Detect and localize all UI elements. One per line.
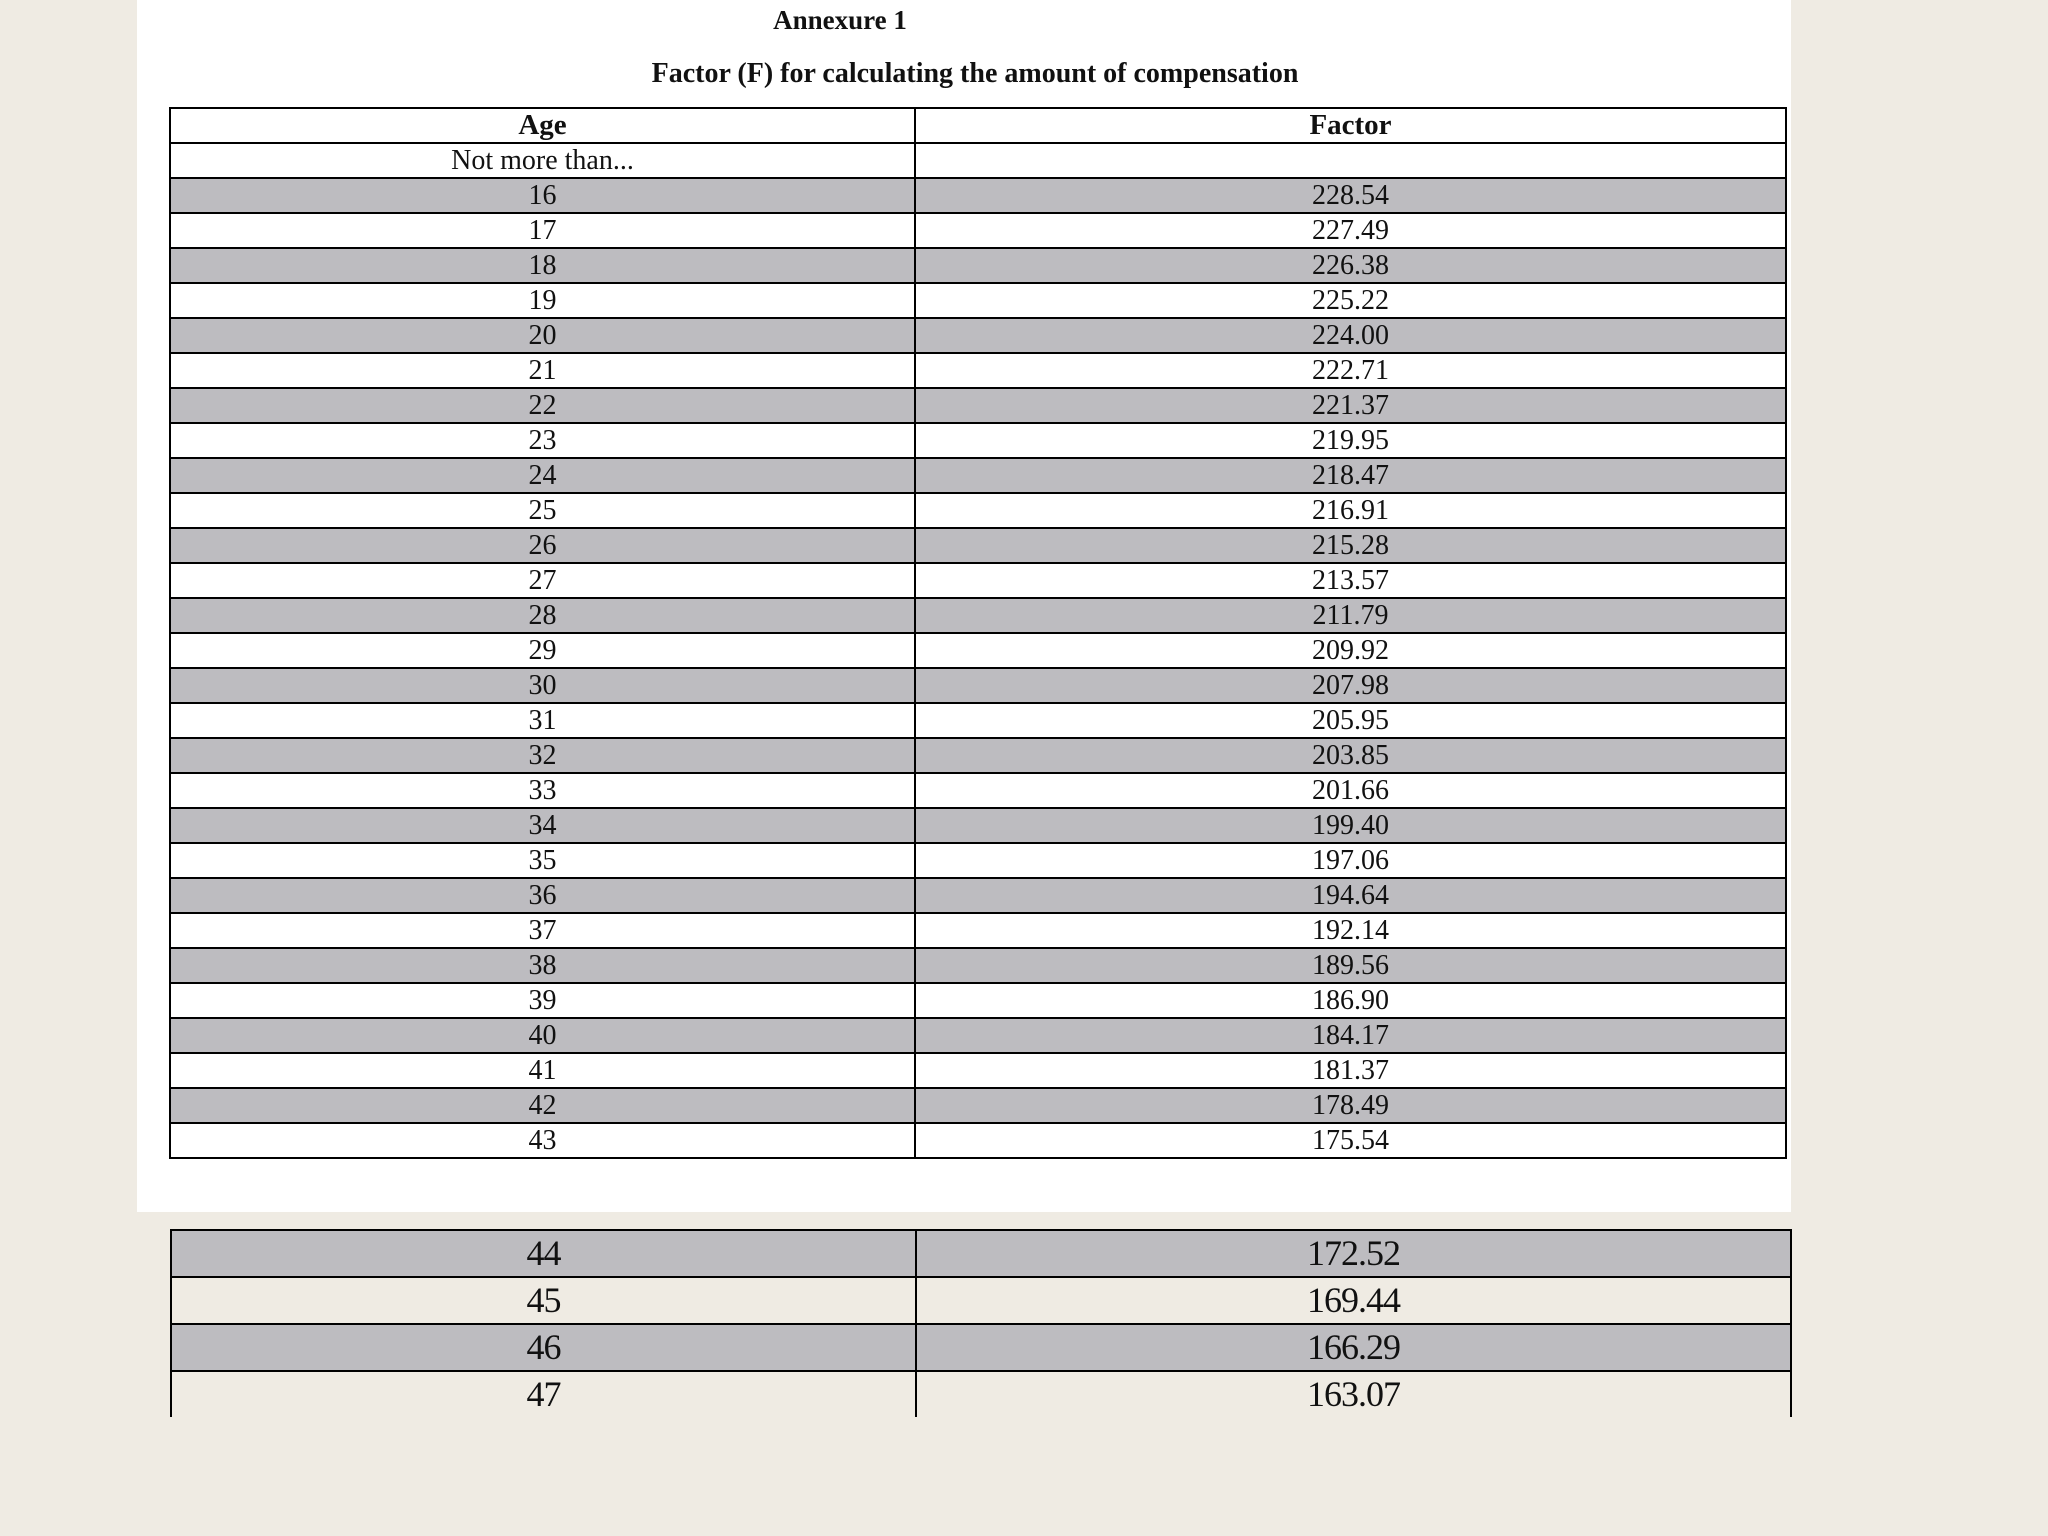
age-cell: 44 (171, 1230, 916, 1277)
table-row (171, 1230, 1791, 1277)
table-row (170, 1123, 1786, 1158)
factor-cell: 194.64 (915, 878, 1786, 913)
table-row (170, 913, 1786, 948)
factor-cell: 228.54 (915, 178, 1786, 213)
age-cell: 20 (170, 318, 915, 353)
factor-cell: 181.37 (915, 1053, 1786, 1088)
factor-cell: 192.14 (915, 913, 1786, 948)
age-cell: 29 (170, 633, 915, 668)
table-row (170, 633, 1786, 668)
factor-cell: 221.37 (915, 388, 1786, 423)
age-cell: 28 (170, 598, 915, 633)
table-row (170, 563, 1786, 598)
age-cell: 45 (171, 1277, 916, 1324)
age-cell: 37 (170, 913, 915, 948)
factor-cell: 205.95 (915, 703, 1786, 738)
factor-cell: 219.95 (915, 423, 1786, 458)
factor-cell: 201.66 (915, 773, 1786, 808)
factor-cell: 169.44 (916, 1277, 1791, 1324)
table-row (170, 808, 1786, 843)
age-cell: 32 (170, 738, 915, 773)
factor-cell: 224.00 (915, 318, 1786, 353)
factor-cell: 189.56 (915, 948, 1786, 983)
age-cell: 17 (170, 213, 915, 248)
factor-cell: 227.49 (915, 213, 1786, 248)
age-cell: 27 (170, 563, 915, 598)
age-cell: 30 (170, 668, 915, 703)
table-caption: Factor (F) for calculating the amount of compensation (651, 58, 1299, 89)
age-cell: 31 (170, 703, 915, 738)
age-cell: 25 (170, 493, 915, 528)
age-cell: 47 (171, 1371, 916, 1417)
table-row (170, 213, 1786, 248)
table-body-continued (171, 1230, 1791, 1417)
table-row (170, 318, 1786, 353)
table-row (171, 1371, 1791, 1417)
factor-cell: 186.90 (915, 983, 1786, 1018)
factor-cell: 209.92 (915, 633, 1786, 668)
factor-cell: 197.06 (915, 843, 1786, 878)
table-row (170, 703, 1786, 738)
factor-cell: 166.29 (916, 1324, 1791, 1371)
table-body (170, 178, 1786, 1158)
factor-column-header: Factor (915, 108, 1786, 143)
age-cell: 21 (170, 353, 915, 388)
factor-cell: 225.22 (915, 283, 1786, 318)
table-row (170, 423, 1786, 458)
table-row (171, 1324, 1791, 1371)
age-cell: 33 (170, 773, 915, 808)
age-cell: 39 (170, 983, 915, 1018)
factor-cell: 222.71 (915, 353, 1786, 388)
factor-cell: 184.17 (915, 1018, 1786, 1053)
factor-cell: 178.49 (915, 1088, 1786, 1123)
age-cell: 16 (170, 178, 915, 213)
table-row (170, 528, 1786, 563)
age-cell: 26 (170, 528, 915, 563)
table-row (170, 773, 1786, 808)
table-row (170, 493, 1786, 528)
age-cell: 34 (170, 808, 915, 843)
table-row (170, 948, 1786, 983)
age-cell: 38 (170, 948, 915, 983)
age-cell: 42 (170, 1088, 915, 1123)
factor-qualifier (915, 143, 1786, 178)
factor-cell: 199.40 (915, 808, 1786, 843)
table-row (170, 843, 1786, 878)
factor-table (169, 107, 1787, 1159)
table-row (170, 283, 1786, 318)
factor-cell: 211.79 (915, 598, 1786, 633)
factor-cell: 207.98 (915, 668, 1786, 703)
age-cell: 24 (170, 458, 915, 493)
age-cell: 23 (170, 423, 915, 458)
document-title: Annexure 1 (773, 5, 907, 35)
table-row (170, 248, 1786, 283)
age-cell: 18 (170, 248, 915, 283)
table-row (170, 1018, 1786, 1053)
table-subheader-row (170, 143, 1786, 178)
factor-cell: 175.54 (915, 1123, 1786, 1158)
table-row (170, 388, 1786, 423)
factor-cell: 163.07 (916, 1371, 1791, 1417)
age-cell: 41 (170, 1053, 915, 1088)
age-column-header: Age (170, 108, 915, 143)
age-cell: 40 (170, 1018, 915, 1053)
table-row (170, 738, 1786, 773)
factor-cell: 213.57 (915, 563, 1786, 598)
table-row (170, 983, 1786, 1018)
table-row (170, 1088, 1786, 1123)
table-row (170, 878, 1786, 913)
factor-cell: 216.91 (915, 493, 1786, 528)
factor-cell: 215.28 (915, 528, 1786, 563)
age-cell: 35 (170, 843, 915, 878)
age-cell: 36 (170, 878, 915, 913)
age-cell: 43 (170, 1123, 915, 1158)
age-cell: 22 (170, 388, 915, 423)
table-row (170, 598, 1786, 633)
factor-cell: 203.85 (915, 738, 1786, 773)
age-cell: 46 (171, 1324, 916, 1371)
table-row (170, 353, 1786, 388)
table-row (170, 668, 1786, 703)
table-row (170, 178, 1786, 213)
table-row (171, 1277, 1791, 1324)
factor-cell: 218.47 (915, 458, 1786, 493)
factor-table-continued (170, 1229, 1792, 1417)
table-row (170, 1053, 1786, 1088)
table-row (170, 458, 1786, 493)
age-cell: 19 (170, 283, 915, 318)
table-header-row (170, 108, 1786, 143)
age-qualifier: Not more than... (170, 143, 915, 178)
factor-cell: 172.52 (916, 1230, 1791, 1277)
factor-cell: 226.38 (915, 248, 1786, 283)
